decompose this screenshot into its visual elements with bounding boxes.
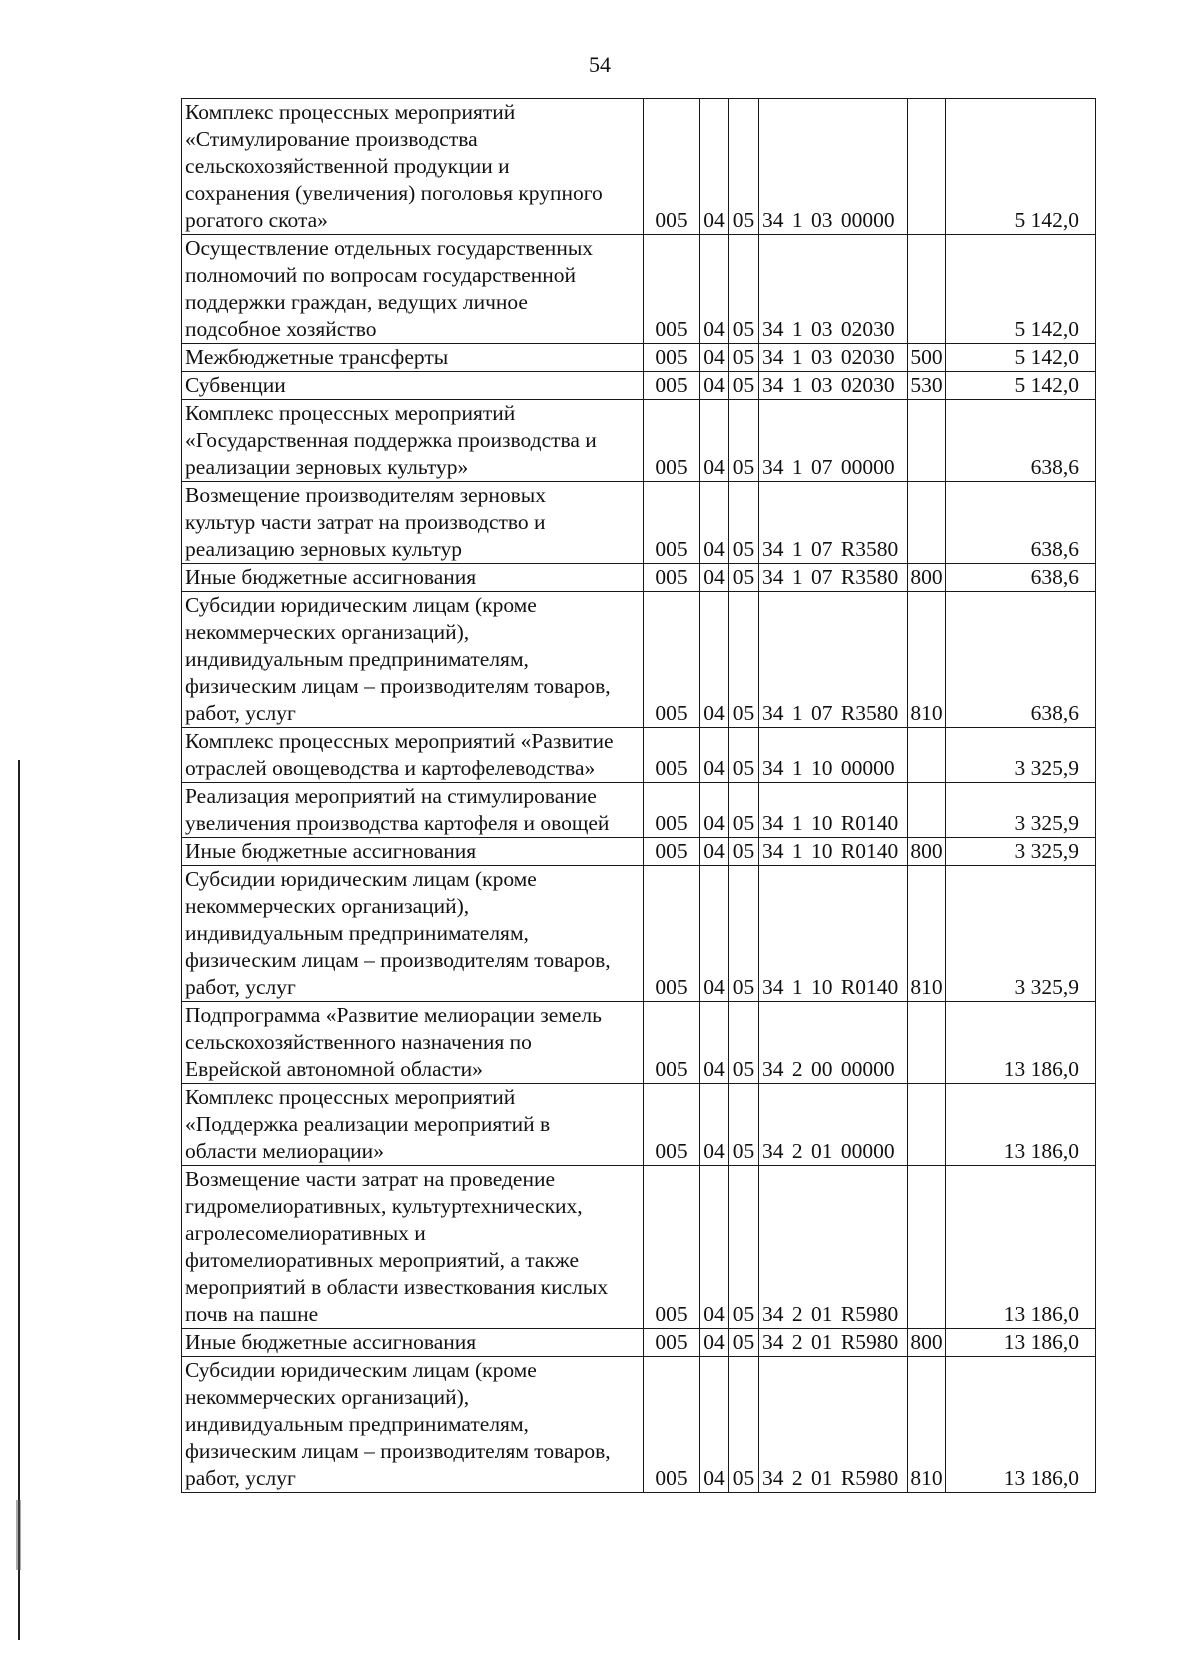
table-row (182, 1166, 1096, 1329)
row-amount: 13 186,0 (946, 1329, 1096, 1357)
row-grbs-code: 005 (644, 564, 700, 592)
row-name: Реализация мероприятий на стимулирование увеличения производства картофеля и овощей (182, 783, 644, 838)
row-name: Комплекс процессных мероприятий «Поддержка реализации мероприятий в области мелиорации» (182, 1084, 644, 1166)
row-amount: 13 186,0 (946, 1084, 1096, 1166)
row-grbs-code: 005 (644, 372, 700, 400)
row-expense-type-code (908, 1002, 946, 1084)
row-subsection-code: 05 (729, 783, 759, 838)
table-row (182, 372, 1096, 400)
row-expense-type-code: 810 (908, 1357, 946, 1493)
row-name: Комплекс процессных мероприятий «Государственная поддержка производства и реализации зерновых культур» (182, 400, 644, 482)
row-target-article-code: 34 1 07 R3580 (759, 482, 908, 564)
row-section-code: 04 (700, 838, 729, 866)
row-amount: 5 142,0 (946, 99, 1096, 235)
row-target-article-code: 34 1 10 R0140 (759, 866, 908, 1002)
row-target-article-code: 34 2 01 R5980 (759, 1329, 908, 1357)
row-expense-type-code: 800 (908, 1329, 946, 1357)
row-amount: 3 325,9 (946, 728, 1096, 783)
row-grbs-code: 005 (644, 1002, 700, 1084)
row-expense-type-code (908, 400, 946, 482)
row-grbs-code: 005 (644, 344, 700, 372)
row-target-article-code: 34 1 10 00000 (759, 728, 908, 783)
row-subsection-code: 05 (729, 372, 759, 400)
row-section-code: 04 (700, 1002, 729, 1084)
table-row (182, 564, 1096, 592)
row-name: Субвенции (182, 372, 644, 400)
table-row (182, 1084, 1096, 1166)
row-subsection-code: 05 (729, 866, 759, 1002)
row-expense-type-code: 500 (908, 344, 946, 372)
row-subsection-code: 05 (729, 1329, 759, 1357)
row-subsection-code: 05 (729, 564, 759, 592)
row-grbs-code: 005 (644, 838, 700, 866)
row-name: Возмещение производителям зерновых культур части затрат на производство и реализацию зерновых культур (182, 482, 644, 564)
row-target-article-code: 34 1 10 R0140 (759, 838, 908, 866)
row-section-code: 04 (700, 1357, 729, 1493)
table-row (182, 482, 1096, 564)
row-section-code: 04 (700, 1329, 729, 1357)
row-target-article-code: 34 1 03 02030 (759, 344, 908, 372)
row-amount: 638,6 (946, 564, 1096, 592)
row-subsection-code: 05 (729, 400, 759, 482)
row-grbs-code: 005 (644, 235, 700, 344)
row-section-code: 04 (700, 1084, 729, 1166)
row-amount: 5 142,0 (946, 344, 1096, 372)
row-subsection-code: 05 (729, 482, 759, 564)
row-section-code: 04 (700, 783, 729, 838)
row-section-code: 04 (700, 1166, 729, 1329)
scan-edge-mark (16, 1500, 21, 1570)
page-number: 54 (589, 52, 611, 77)
row-section-code: 04 (700, 866, 729, 1002)
row-name: Иные бюджетные ассигнования (182, 564, 644, 592)
row-expense-type-code (908, 728, 946, 783)
row-subsection-code: 05 (729, 592, 759, 728)
row-amount: 638,6 (946, 592, 1096, 728)
row-section-code: 04 (700, 99, 729, 235)
row-section-code: 04 (700, 235, 729, 344)
row-target-article-code: 34 1 07 R3580 (759, 564, 908, 592)
row-section-code: 04 (700, 400, 729, 482)
row-name: Иные бюджетные ассигнования (182, 1329, 644, 1357)
row-grbs-code: 005 (644, 866, 700, 1002)
row-section-code: 04 (700, 592, 729, 728)
row-target-article-code: 34 2 01 R5980 (759, 1357, 908, 1493)
row-amount: 5 142,0 (946, 372, 1096, 400)
row-target-article-code: 34 1 03 02030 (759, 235, 908, 344)
row-grbs-code: 005 (644, 1357, 700, 1493)
table-row (182, 400, 1096, 482)
row-name: Комплекс процессных мероприятий «Развитие отраслей овощеводства и картофелеводства» (182, 728, 644, 783)
table-row (182, 235, 1096, 344)
row-amount: 638,6 (946, 400, 1096, 482)
table-row (182, 866, 1096, 1002)
row-amount: 13 186,0 (946, 1166, 1096, 1329)
row-expense-type-code: 530 (908, 372, 946, 400)
row-subsection-code: 05 (729, 728, 759, 783)
row-section-code: 04 (700, 372, 729, 400)
row-target-article-code: 34 2 01 00000 (759, 1084, 908, 1166)
row-name: Субсидии юридическим лицам (кроме некоммерческих организаций), индивидуальным предпринимателям, физическим лицам – производителям товаров, работ, услуг (182, 592, 644, 728)
table-body (182, 99, 1096, 1493)
row-grbs-code: 005 (644, 99, 700, 235)
row-expense-type-code (908, 235, 946, 344)
row-expense-type-code (908, 1166, 946, 1329)
row-expense-type-code (908, 783, 946, 838)
row-expense-type-code: 810 (908, 866, 946, 1002)
row-grbs-code: 005 (644, 482, 700, 564)
row-name: Иные бюджетные ассигнования (182, 838, 644, 866)
table-row (182, 1357, 1096, 1493)
row-name: Подпрограмма «Развитие мелиорации земель сельскохозяйственного назначения по Еврейской автономной области» (182, 1002, 644, 1084)
row-target-article-code: 34 2 00 00000 (759, 1002, 908, 1084)
row-amount: 3 325,9 (946, 866, 1096, 1002)
row-expense-type-code (908, 1084, 946, 1166)
table-row (182, 838, 1096, 866)
row-grbs-code: 005 (644, 1329, 700, 1357)
table-row (182, 728, 1096, 783)
row-name: Межбюджетные трансферты (182, 344, 644, 372)
row-amount: 13 186,0 (946, 1357, 1096, 1493)
row-target-article-code: 34 1 07 R3580 (759, 592, 908, 728)
row-subsection-code: 05 (729, 838, 759, 866)
row-name: Осуществление отдельных государственных полномочий по вопросам государственной поддержки граждан, ведущих личное подсобное хозяйство (182, 235, 644, 344)
table-row (182, 592, 1096, 728)
row-subsection-code: 05 (729, 99, 759, 235)
row-subsection-code: 05 (729, 1166, 759, 1329)
row-name: Субсидии юридическим лицам (кроме некоммерческих организаций), индивидуальным предпринимателям, физическим лицам – производителям товаров, работ, услуг (182, 1357, 644, 1493)
row-amount: 5 142,0 (946, 235, 1096, 344)
row-grbs-code: 005 (644, 728, 700, 783)
row-name: Возмещение части затрат на проведение гидромелиоративных, культуртехнических, агролесомелиоративных и фитомелиоративных мероприятий, а также мероприятий в области известкования кислых почв на пашне (182, 1166, 644, 1329)
row-section-code: 04 (700, 344, 729, 372)
row-section-code: 04 (700, 482, 729, 564)
row-target-article-code: 34 1 03 00000 (759, 99, 908, 235)
row-section-code: 04 (700, 728, 729, 783)
row-target-article-code: 34 1 03 02030 (759, 372, 908, 400)
row-grbs-code: 005 (644, 400, 700, 482)
row-subsection-code: 05 (729, 1084, 759, 1166)
table-row (182, 1002, 1096, 1084)
row-target-article-code: 34 1 10 R0140 (759, 783, 908, 838)
row-amount: 13 186,0 (946, 1002, 1096, 1084)
row-expense-type-code (908, 99, 946, 235)
budget-table (181, 98, 1096, 1493)
row-target-article-code: 34 2 01 R5980 (759, 1166, 908, 1329)
row-section-code: 04 (700, 564, 729, 592)
table-row (182, 783, 1096, 838)
row-name: Комплекс процессных мероприятий «Стимулирование производства сельскохозяйственной продукции и сохранения (увеличения) поголовья крупного рогатого скота» (182, 99, 644, 235)
row-subsection-code: 05 (729, 1002, 759, 1084)
row-grbs-code: 005 (644, 783, 700, 838)
row-expense-type-code: 810 (908, 592, 946, 728)
row-grbs-code: 005 (644, 1084, 700, 1166)
row-amount: 3 325,9 (946, 838, 1096, 866)
row-expense-type-code: 800 (908, 838, 946, 866)
row-expense-type-code: 800 (908, 564, 946, 592)
row-grbs-code: 005 (644, 592, 700, 728)
row-name: Субсидии юридическим лицам (кроме некоммерческих организаций), индивидуальным предпринимателям, физическим лицам – производителям товаров, работ, услуг (182, 866, 644, 1002)
table-row (182, 1329, 1096, 1357)
row-subsection-code: 05 (729, 344, 759, 372)
row-grbs-code: 005 (644, 1166, 700, 1329)
row-expense-type-code (908, 482, 946, 564)
row-amount: 3 325,9 (946, 783, 1096, 838)
table-row (182, 344, 1096, 372)
row-subsection-code: 05 (729, 1357, 759, 1493)
row-amount: 638,6 (946, 482, 1096, 564)
row-target-article-code: 34 1 07 00000 (759, 400, 908, 482)
table-row (182, 99, 1096, 235)
row-subsection-code: 05 (729, 235, 759, 344)
